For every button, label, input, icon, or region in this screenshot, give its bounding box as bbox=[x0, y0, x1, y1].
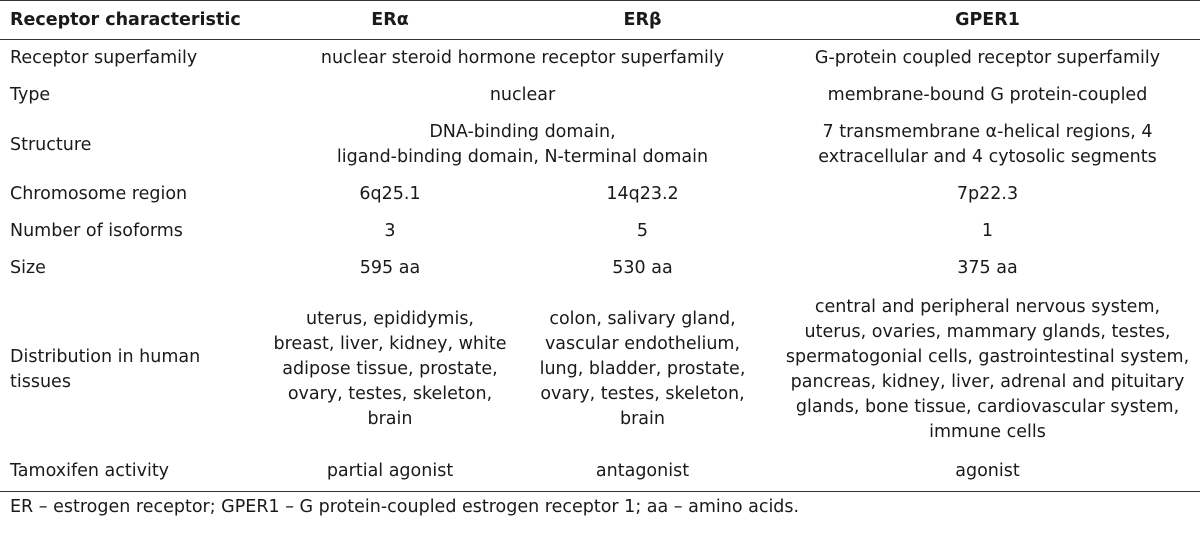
row-label-tamoxifen: Tamoxifen activity bbox=[0, 452, 270, 492]
row-label-size: Size bbox=[10, 258, 46, 278]
cell-line: ligand-binding domain, N-terminal domain bbox=[336, 147, 709, 167]
cell-line: lung, bladder, prostate, bbox=[539, 359, 746, 379]
cell-era-chromosome: 6q25.1 bbox=[359, 184, 421, 204]
table-row bbox=[0, 287, 1200, 452]
row-label-isoforms: Number of isoforms bbox=[10, 221, 183, 241]
cell-line: vascular endothelium, bbox=[544, 334, 741, 354]
cell-line: immune cells bbox=[929, 421, 1046, 442]
cell-line: Distribution in human bbox=[10, 346, 201, 367]
cell-erb-tamoxifen: antagonist bbox=[510, 452, 775, 492]
cell-gper1-type: membrane-bound G protein-coupled bbox=[827, 85, 1148, 105]
header-er-beta: ERβ bbox=[510, 1, 775, 40]
cell-er-type: nuclear bbox=[489, 85, 556, 105]
cell-line: tissues bbox=[10, 371, 71, 392]
cell-erb-size: 530 aa bbox=[612, 258, 673, 278]
cell-line: uterus, epididymis, bbox=[305, 309, 474, 329]
header-gper1: GPER1 bbox=[775, 1, 1200, 40]
table-row bbox=[0, 250, 1200, 287]
table-row bbox=[0, 114, 1200, 176]
header-er-alpha: ERα bbox=[270, 1, 510, 40]
row-label-type: Type bbox=[10, 85, 51, 105]
row-label-superfamily: Receptor superfamily bbox=[10, 48, 198, 68]
cell-erb-isoforms: 5 bbox=[636, 221, 649, 241]
cell-gper1-tamoxifen: agonist bbox=[775, 452, 1200, 492]
cell-gper1-chromosome: 7p22.3 bbox=[956, 184, 1019, 204]
row-label-chromosome: Chromosome region bbox=[10, 184, 188, 204]
header-row bbox=[0, 1, 1200, 40]
cell-line: brain bbox=[367, 409, 413, 429]
cell-line: 7 transmembrane α-helical regions, 4 bbox=[822, 122, 1153, 142]
cell-line: spermatogonial cells, gastrointestinal system, bbox=[785, 346, 1190, 367]
cell-erb-distribution bbox=[510, 287, 775, 452]
table-row bbox=[0, 213, 1200, 250]
cell-line: ovary, testes, skeleton, bbox=[287, 384, 493, 404]
header-receptor-characteristic: Receptor characteristic bbox=[0, 1, 270, 40]
row-label-distribution bbox=[0, 287, 270, 452]
cell-line: brain bbox=[620, 409, 665, 429]
table-footnote: ER – estrogen receptor; GPER1 – G protein-coupled estrogen receptor 1; aa – amino acids. bbox=[10, 497, 800, 517]
cell-line: adipose tissue, prostate, bbox=[282, 359, 498, 379]
cell-line: glands, bone tissue, cardiovascular system, bbox=[795, 396, 1180, 417]
cell-line: ovary, testes, skeleton, bbox=[540, 384, 745, 404]
cell-era-distribution bbox=[270, 287, 510, 452]
cell-line: colon, salivary gland, bbox=[549, 309, 736, 329]
cell-era-tamoxifen: partial agonist bbox=[270, 452, 510, 492]
cell-line: central and peripheral nervous system, bbox=[814, 296, 1161, 317]
table-row bbox=[0, 176, 1200, 213]
cell-gper1-superfamily: G-protein coupled receptor superfamily bbox=[814, 48, 1161, 68]
cell-er-superfamily: nuclear steroid hormone receptor superfamily bbox=[320, 48, 725, 68]
cell-line: pancreas, kidney, liver, adrenal and pituitary bbox=[790, 371, 1185, 392]
cell-gper1-structure bbox=[775, 114, 1200, 176]
cell-erb-chromosome: 14q23.2 bbox=[606, 184, 679, 204]
cell-gper1-distribution bbox=[775, 287, 1200, 452]
row-label-structure: Structure bbox=[10, 134, 92, 155]
table-row bbox=[0, 77, 1200, 114]
cell-era-size: 595 aa bbox=[359, 258, 421, 278]
cell-line: uterus, ovaries, mammary glands, testes, bbox=[804, 321, 1171, 342]
cell-line: breast, liver, kidney, white bbox=[273, 334, 507, 354]
cell-line: extracellular and 4 cytosolic segments bbox=[818, 147, 1157, 167]
cell-line: DNA-binding domain, bbox=[429, 122, 616, 142]
cell-gper1-isoforms: 1 bbox=[981, 221, 994, 241]
cell-er-structure bbox=[270, 114, 775, 176]
table-row bbox=[0, 452, 1200, 492]
cell-gper1-size: 375 aa bbox=[957, 258, 1018, 278]
table-row bbox=[0, 40, 1200, 78]
cell-era-isoforms: 3 bbox=[384, 221, 396, 241]
